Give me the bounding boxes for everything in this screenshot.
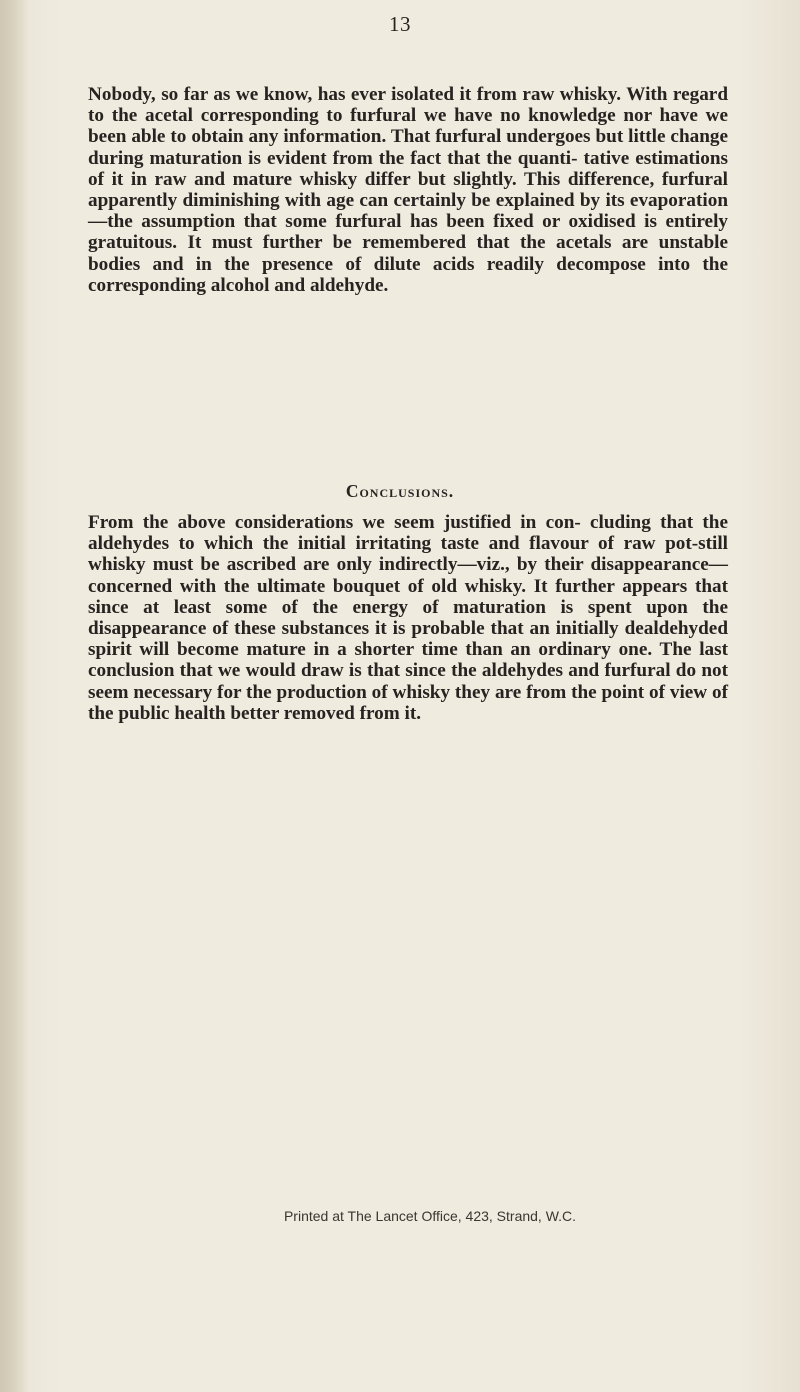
page-number: 13 bbox=[389, 12, 411, 36]
body-paragraph-1: Nobody, so far as we know, has ever isolated it from raw whisky. With regard to the acetal corresponding to furfural we have no knowledge nor have we been able to obtain any information. That furfural undergoes but little change during maturation is evident from the fact that the quanti- tative estimations of it in raw and mature whisky differ but slightly. This difference, furfural apparently diminishing with age can certainly be explained by its evaporation—the assumption that some furfural has been fixed or oxidised is entirely gratuitous. It must further be remembered that the acetals are unstable bodies and in the presence of dilute acids readily decompose into the corresponding alcohol and aldehyde. bbox=[88, 84, 728, 296]
page-gutter-shadow bbox=[0, 0, 28, 1392]
body-paragraph-2: From the above considerations we seem justified in con- cluding that the aldehydes to which the initial irritating taste and flavour of raw pot-still whisky must be ascribed are only indirectly—viz., by their disappearance—concerned with the ultimate bouquet of old whisky. It further appears that since at least some of the energy of maturation is spent upon the disappearance of these substances it is probable that an initially dealdehyded spirit will become mature in a shorter time than an ordinary one. The last conclusion that we would draw is that since the aldehydes and furfural do not seem necessary for the production of whisky they are from the point of view of the public health better removed from it. bbox=[88, 512, 728, 724]
section-heading: Conclusions. bbox=[345, 481, 455, 501]
printer-imprint: Printed at The Lancet Office, 423, Strand, W.C. bbox=[283, 1208, 577, 1224]
